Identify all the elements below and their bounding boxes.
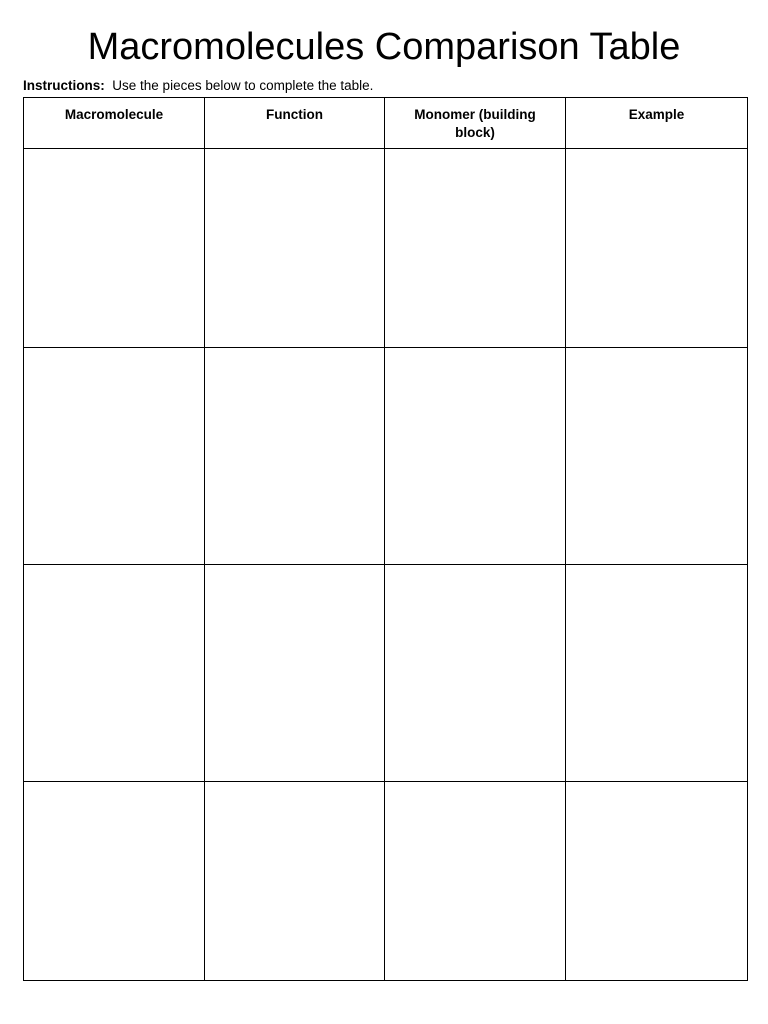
table-row — [24, 149, 748, 348]
table-cell-example[interactable] — [566, 782, 748, 981]
table-cell-example[interactable] — [566, 149, 748, 348]
table-row — [24, 782, 748, 981]
column-header-function: Function — [205, 98, 385, 149]
column-header-macromolecule: Macromolecule — [24, 98, 205, 149]
table-cell-macromolecule[interactable] — [24, 348, 205, 565]
comparison-table — [23, 97, 748, 981]
instructions-text: Use the pieces below to complete the table. — [112, 78, 374, 93]
table-row — [24, 565, 748, 782]
column-header-example: Example — [566, 98, 748, 149]
table-cell-function[interactable] — [205, 149, 385, 348]
table-cell-macromolecule[interactable] — [24, 565, 205, 782]
table-cell-function[interactable] — [205, 782, 385, 981]
instructions — [23, 77, 373, 95]
table-cell-macromolecule[interactable] — [24, 782, 205, 981]
instructions-label: Instructions: — [23, 78, 105, 93]
table-row — [24, 348, 748, 565]
table-cell-monomer[interactable] — [385, 348, 566, 565]
table-header-row — [24, 98, 748, 149]
table-cell-monomer[interactable] — [385, 782, 566, 981]
table-cell-example[interactable] — [566, 348, 748, 565]
table-cell-example[interactable] — [566, 565, 748, 782]
column-header-monomer: Monomer (building block) — [385, 98, 566, 149]
table-cell-function[interactable] — [205, 348, 385, 565]
table-cell-function[interactable] — [205, 565, 385, 782]
page-title: Macromolecules Comparison Table — [87, 26, 681, 68]
table-cell-monomer[interactable] — [385, 565, 566, 782]
table-cell-monomer[interactable] — [385, 149, 566, 348]
table-cell-macromolecule[interactable] — [24, 149, 205, 348]
